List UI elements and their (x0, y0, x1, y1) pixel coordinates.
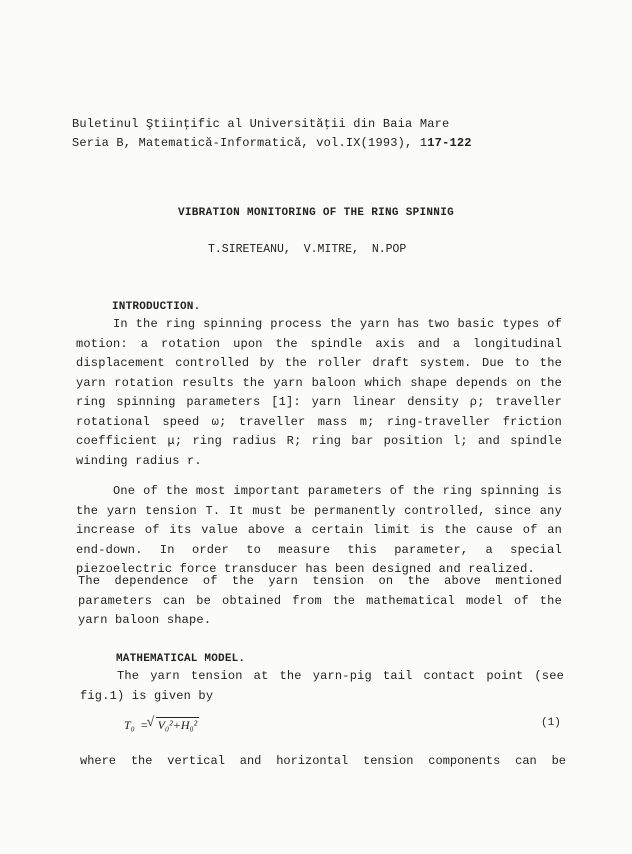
sqrt-symbol (156, 717, 200, 733)
model-paragraph-2: where the vertical and horizontal tension components can be (80, 754, 566, 768)
paper-authors: T.SIRETEANU, V.MITRE, N.POP (208, 243, 407, 256)
introduction-paragraph-3: The dependence of the yarn tension on the above mentioned parameters can be obtained from the mathematical model of the yarn baloon shape. (78, 574, 562, 627)
introduction-paragraph-2: One of the most important parameters of the ring spinning is the yarn tension T. It must be permanently controlled, since any increase of its value above a certain limit is the cause of an end-down. In order to measure this parameter, a special piezoelectric force transducer has been designed and realized. (76, 484, 562, 576)
paper-title: VIBRATION MONITORING OF THE RING SPINNIG (177, 207, 455, 219)
introduction-paragraph-1: In the ring spinning process the yarn has two basic types of motion: a rotation upon the spindle axis and a longitudinal displacement controlled by the roller draft system. Due to the yarn rotation results the yarn baloon which shape depends on the ring spinning parameters [1]: yarn linear density ρ; traveller rotational speed ω; traveller mass m; ring-traveller friction coefficient μ; ring radius R; ring bar position l; and spindle winding radius r. (76, 317, 562, 468)
equation-rhs: V₀²+H₀² (157, 718, 198, 732)
equation-1 (124, 717, 199, 733)
section-heading-mathematical-model: MATHEMATICAL MODEL. (116, 653, 246, 665)
section-heading-introduction: INTRODUCTION. (112, 301, 201, 313)
journal-header-citation: Seria B, Matematică-Informatică, vol.IX(1993), 1 (72, 136, 428, 150)
equation-lhs: T₀ (124, 718, 135, 732)
journal-header-line1: Buletinul Ştiinţific al Universităţii din Baia Mare (72, 117, 450, 131)
equation-equals: = (140, 718, 148, 732)
model-paragraph-1: The yarn tension at the yarn-pig tail contact point (see fig.1) is given by (80, 669, 564, 703)
journal-header-line2 (72, 136, 472, 150)
equation-number: (1) (541, 717, 561, 729)
journal-header-pages: 17-122 (427, 136, 472, 150)
